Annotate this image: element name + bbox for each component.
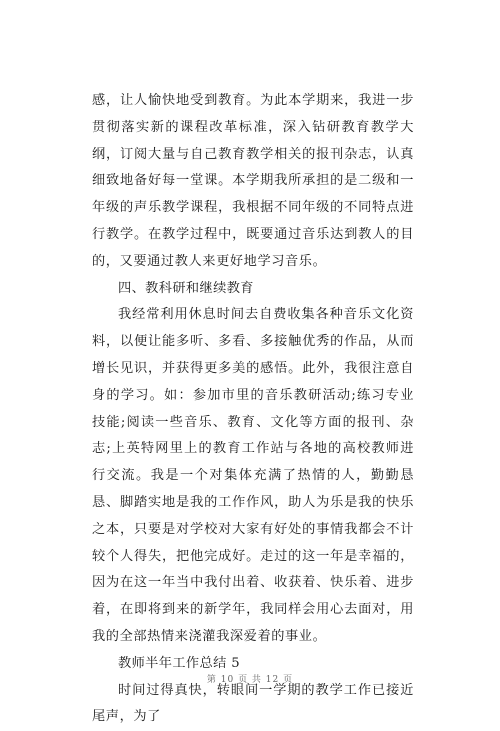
paragraph-next-start: 时间过得真快，转眼间一学期的教学工作已接近尾声，为了 xyxy=(92,682,414,725)
paragraph-continued: 感，让人愉快地受到教育。为此本学期来，我进一步贯彻落实新的课程改革标准，深入钻研教育教学大纲，订阅大量与自己教育教学相关的报刊杂志，认真细致地备好每一堂课。本学期我所承担的是二级和一年级的声乐教学课程，我根据不同年级的不同特点进行教学。在教学过程中，既要通过音乐达到教人的目的，又要通过教人来更好地学习音乐。 xyxy=(92,93,414,269)
document-body xyxy=(92,88,414,731)
section-heading: 四、教科研和继续教育 xyxy=(118,280,254,296)
page-number-footer: 第 10 页 共 12 页 xyxy=(206,675,294,685)
paragraph-research: 我经常利用休息时间去自费收集各种音乐文化资料，以便让能多听、多看、多接触优秀的作品，从而增长见识，并获得更多美的感悟。此外，我很注意自身的学习。如：参加市里的音乐教研活动;练习专业技能;阅读一些音乐、教育、文化等方面的报刊、杂志;上英特网里上的教育工作站与各地的高校教师进行交流。我是一个对集体充满了热情的人，勤勤恳恳、脚踏实地是我的工作作风，助人为乐是我的快乐之本，只要是对学校对大家有好处的事情我都会不计较个人得失，把他完成好。走过的这一年是幸福的，因为在这一年当中我付出着、收获着、快乐着、进步着，在即将到来的新学年，我同样会用心去面对，用我的全部热情来浇灌我深爱着的事业。 xyxy=(92,307,414,644)
next-article-title: 教师半年工作总结 5 xyxy=(118,655,241,671)
